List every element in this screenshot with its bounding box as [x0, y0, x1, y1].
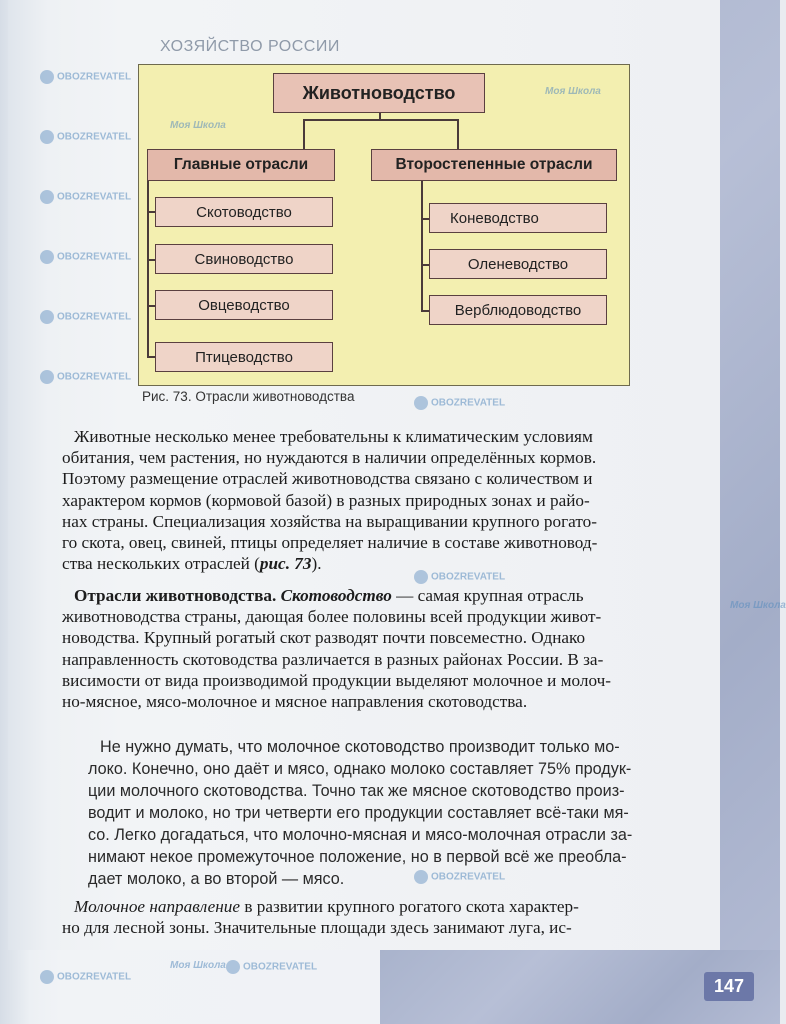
connector: [421, 218, 429, 220]
connector: [421, 264, 429, 266]
text-line: [62, 553, 702, 574]
paragraph-2: [62, 585, 702, 712]
watermark: OBOZREVATEL: [40, 250, 131, 264]
text-line: новодства. Крупный рогатый скот разводят почти повсеместно. Однако: [62, 628, 586, 648]
branch-box-camels: Верблюдоводство: [429, 295, 607, 325]
diagram-root-box: Животноводство: [273, 73, 485, 113]
branch-box-poultry: Птицеводство: [155, 342, 333, 372]
text-line: Животные несколько менее требовательны к климатическим условиям: [74, 427, 593, 446]
connector: [421, 181, 423, 311]
paragraph-4: [62, 896, 702, 938]
connector: [147, 259, 155, 261]
watermark: Моя Школа: [545, 86, 601, 97]
text-line: Поэтому размещение отраслей животноводства связано с количеством и: [62, 469, 593, 489]
text-line: го скота, овец, свиней, птицы определяет наличие в составе животновод-: [62, 533, 598, 553]
watermark: OBOZREVATEL: [40, 970, 131, 984]
watermark: OBOZREVATEL: [40, 70, 131, 84]
watermark: Моя Школа: [170, 120, 226, 131]
text-line: [62, 896, 702, 917]
watermark: OBOZREVATEL: [226, 960, 317, 974]
paragraph-3-insert: [88, 736, 704, 890]
text-line: направленность скотоводства различается в разных районах России. В за-: [62, 649, 604, 669]
figure-reference: рис. 73: [259, 554, 312, 574]
branch-box-sheep: Овцеводство: [155, 290, 333, 320]
running-head: ХОЗЯЙСТВО РОССИИ: [160, 38, 340, 55]
secondary-branches-box: Второстепенные отрасли: [371, 149, 617, 181]
text-line: обитания, чем растения, но нуждаются в наличии определённых кормов.: [62, 448, 597, 468]
text-fragment: — самая крупная отрасль: [391, 586, 584, 605]
watermark: Моя Школа: [730, 600, 786, 611]
livestock-branches-diagram: [138, 64, 630, 386]
text-line: [62, 585, 702, 606]
connector: [303, 119, 457, 121]
text-line: водит и молоко, но три четверти его продукции составляет всё-таки мя-: [88, 804, 629, 822]
connector: [421, 310, 429, 312]
text-line: ции молочного скотоводства. Точно так же мясное скотоводство произ-: [88, 782, 625, 800]
text-fragment: в развитии крупного рогатого скота характер-: [240, 897, 579, 916]
text-fragment: ).: [311, 554, 322, 574]
connector: [303, 119, 305, 149]
text-line: но для лесной зоны. Значительные площади здесь занимают луга, ис-: [62, 918, 572, 938]
term-cattle-breeding: Скотоводство: [280, 586, 392, 605]
section-heading: Отрасли животноводства.: [74, 586, 277, 605]
watermark: Моя Школа: [170, 960, 226, 971]
watermark: OBOZREVATEL: [414, 396, 505, 410]
watermark: OBOZREVATEL: [40, 190, 131, 204]
text-line: висимости от вида производимой продукции выделяют молочное и молоч-: [62, 670, 611, 690]
text-line: локо. Конечно, оно даёт и мясо, однако молоко составляет 75% продук-: [88, 760, 632, 778]
branch-box-cattle: Скотоводство: [155, 197, 333, 227]
paragraph-1: [62, 426, 702, 574]
branch-box-pigs: Свиноводство: [155, 244, 333, 274]
connector: [147, 356, 155, 358]
watermark: OBOZREVATEL: [40, 310, 131, 324]
watermark: OBOZREVATEL: [414, 870, 505, 884]
watermark: OBOZREVATEL: [414, 570, 505, 584]
text-fragment: ства нескольких отраслей (: [62, 554, 260, 574]
text-line: дает молоко, а во второй — мясо.: [88, 870, 345, 888]
page-number: 147: [704, 972, 754, 1001]
watermark: OBOZREVATEL: [40, 130, 131, 144]
text-line: характером кормов (кормовой базой) в разных природных зонах и райо-: [62, 490, 590, 510]
text-line: но-мясное, мясо-молочное и мясное направления скотоводства.: [62, 692, 528, 712]
branch-box-reindeer: Оленеводство: [429, 249, 607, 279]
connector: [457, 119, 459, 149]
text-line: Не нужно думать, что молочное скотоводство производит только мо-: [100, 738, 620, 756]
text-line: нах страны. Специализация хозяйства на выращивании крупного рогато-: [62, 511, 597, 531]
text-line: нимают некое промежуточное положение, но в первой всё же преобла-: [88, 848, 627, 866]
main-branches-box: Главные отрасли: [147, 149, 335, 181]
connector: [147, 211, 155, 213]
connector: [147, 181, 149, 357]
branch-box-horses: Коневодство: [429, 203, 607, 233]
connector: [147, 305, 155, 307]
figure-caption: Рис. 73. Отрасли животноводства: [142, 389, 355, 404]
term-dairy-direction: Молочное направление: [74, 897, 241, 916]
watermark: OBOZREVATEL: [40, 370, 131, 384]
text-line: животноводства страны, дающая более половины всей продукции живот-: [62, 607, 602, 627]
text-line: со. Легко догадаться, что молочно-мясная и мясо-молочная отрасли за-: [88, 826, 633, 844]
